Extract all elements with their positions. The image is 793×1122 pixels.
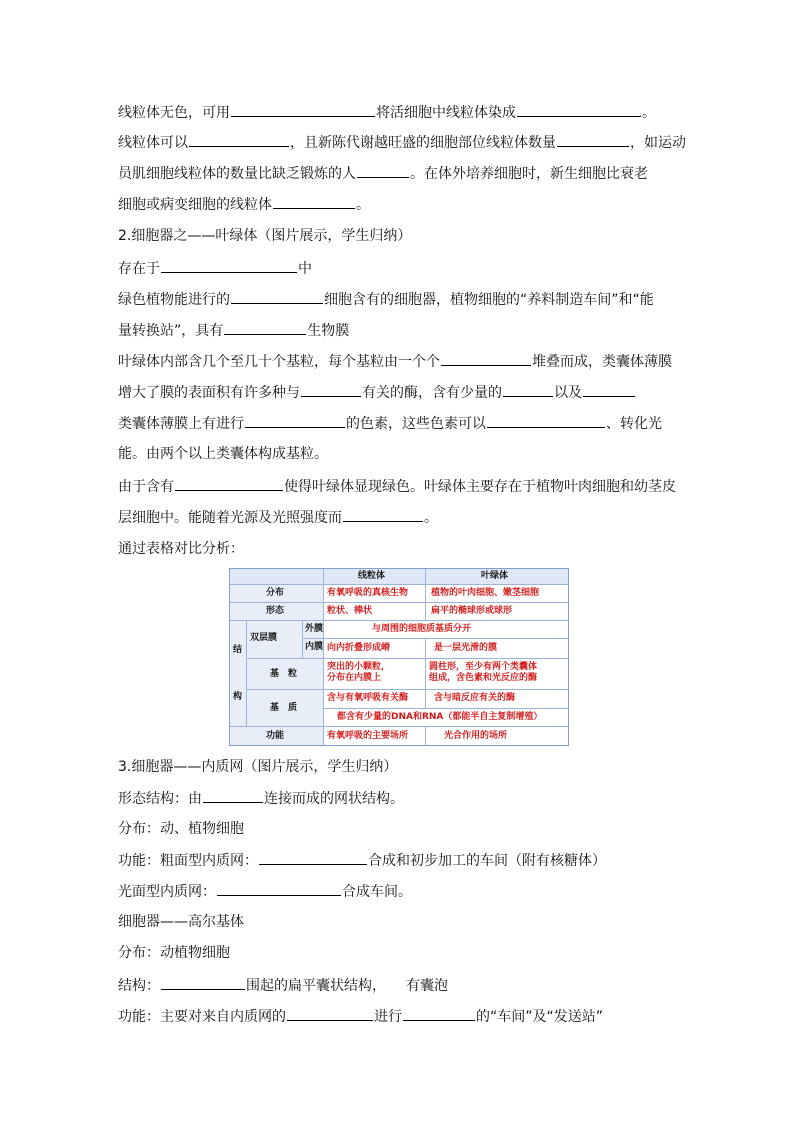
text: 、转化光 bbox=[606, 416, 662, 432]
text-line bbox=[118, 320, 349, 341]
answer-blank[interactable] bbox=[231, 102, 375, 117]
text: 有囊泡 bbox=[406, 978, 448, 994]
grid-line bbox=[425, 726, 426, 745]
text-line bbox=[118, 881, 412, 902]
cell-outer-both: 与周围的细胞质基质分开 bbox=[372, 624, 472, 634]
text: 。在体外培养细胞时，新生细胞比衰老 bbox=[410, 166, 648, 182]
text: 有关的酶，含有少量的 bbox=[362, 385, 502, 401]
text: 的色素，这些色素可以 bbox=[346, 416, 486, 432]
col-header-chloroplast: 叶绿体 bbox=[481, 571, 509, 581]
text-line bbox=[118, 194, 370, 215]
text: 类囊体薄膜上有进行 bbox=[118, 416, 244, 432]
cell-inner-chloroplast: 是一层光滑的膜 bbox=[434, 643, 498, 653]
text: 绿色植物能进行的 bbox=[118, 292, 230, 308]
text: 叶绿体内部含几个至几十个基粒，每个基粒由一个个 bbox=[118, 354, 440, 370]
grid-line bbox=[425, 569, 426, 620]
cell-func-mitochondria: 有氧呼吸的主要场所 bbox=[327, 731, 409, 741]
text: 功能：粗面型内质网： bbox=[118, 853, 258, 869]
text: 能。由两个以上类囊体构成基粒。 bbox=[118, 446, 328, 462]
text: 生物膜 bbox=[307, 323, 350, 339]
cell-shape-mitochondria: 粒状、棒状 bbox=[327, 606, 373, 616]
answer-blank[interactable] bbox=[403, 1006, 475, 1021]
text: ，如运动 bbox=[630, 135, 686, 151]
cell-dist-mitochondria: 有氧呼吸的真核生物 bbox=[327, 588, 409, 598]
text-line bbox=[118, 1006, 603, 1027]
answer-blank[interactable] bbox=[343, 507, 423, 522]
text: 线粒体无色，可用 bbox=[118, 105, 230, 121]
text-line bbox=[118, 132, 686, 153]
text-line bbox=[118, 351, 672, 372]
answer-blank[interactable] bbox=[189, 132, 289, 147]
text-line bbox=[118, 819, 244, 839]
text: 通过表格对比分析： bbox=[118, 541, 244, 557]
cell-func-chloroplast: 光合作用的场所 bbox=[444, 731, 508, 741]
text: 线粒体可以 bbox=[118, 135, 188, 151]
comparison-table bbox=[229, 568, 569, 746]
text: 员肌细胞线粒体的数量比缺乏锻炼的人 bbox=[118, 166, 356, 182]
answer-blank[interactable] bbox=[287, 1006, 373, 1021]
text: 分布：动植物细胞 bbox=[118, 945, 230, 961]
text: 中 bbox=[298, 261, 312, 277]
row-label-function: 功能 bbox=[266, 731, 285, 741]
text: 堆叠而成，类囊体薄膜 bbox=[532, 354, 672, 370]
text: 合成车间。 bbox=[342, 884, 412, 900]
answer-blank[interactable] bbox=[161, 975, 245, 990]
text: 3.细胞器——内质网（图片展示，学生归纳） bbox=[118, 759, 398, 775]
row-label-distribution: 分布 bbox=[266, 588, 285, 598]
text: 细胞器——高尔基体 bbox=[118, 914, 244, 930]
text: 。 bbox=[642, 105, 656, 121]
answer-blank[interactable] bbox=[259, 850, 367, 865]
text: 2.细胞器之——叶绿体（图片展示，学生归纳） bbox=[118, 228, 412, 244]
text-line bbox=[118, 258, 312, 279]
text: 围起的扁平囊状结构， bbox=[246, 978, 386, 994]
text-line bbox=[118, 476, 676, 497]
section-heading bbox=[118, 757, 397, 777]
section-heading bbox=[118, 912, 244, 932]
grid-line bbox=[246, 658, 568, 659]
answer-blank[interactable] bbox=[583, 382, 635, 397]
text: 合成和初步加工的车间（附有核糖体） bbox=[368, 853, 606, 869]
text: 增大了膜的表面积有许多种与 bbox=[118, 385, 300, 401]
text-line bbox=[118, 788, 404, 809]
answer-blank[interactable] bbox=[301, 382, 361, 397]
text: 光面型内质网： bbox=[118, 884, 216, 900]
text: 。 bbox=[356, 197, 370, 213]
grid-line bbox=[230, 602, 568, 603]
cell-shape-chloroplast: 扁平的椭球形或球形 bbox=[431, 606, 513, 616]
text-line bbox=[118, 382, 636, 403]
grid-line bbox=[323, 569, 324, 745]
grid-line bbox=[230, 726, 568, 727]
row-label-shape: 形态 bbox=[266, 606, 285, 616]
text: 功能：主要对来自内质网的 bbox=[118, 1009, 286, 1025]
grid-line bbox=[246, 689, 568, 690]
text-line bbox=[118, 507, 438, 528]
answer-blank[interactable] bbox=[441, 351, 531, 366]
grid-line bbox=[425, 638, 426, 708]
row-label-structure-2: 构 bbox=[233, 692, 243, 702]
text: 层细胞中。能随着光源及光照强度而 bbox=[118, 510, 342, 526]
col-header-mitochondria: 线粒体 bbox=[358, 571, 386, 581]
answer-blank[interactable] bbox=[517, 102, 641, 117]
cell-inner-mitochondria: 向内折叠形成嵴 bbox=[327, 643, 391, 653]
text-line bbox=[118, 289, 654, 310]
text: 分布：动、植物细胞 bbox=[118, 821, 244, 837]
cell-dist-chloroplast: 植物的叶肉细胞、嫩茎细胞 bbox=[431, 588, 540, 598]
grid-line bbox=[246, 620, 247, 726]
answer-blank[interactable] bbox=[224, 320, 306, 335]
row-label-matrix: 基 质 bbox=[270, 703, 298, 713]
grid-line bbox=[323, 708, 568, 709]
cell-grana-mitochondria: 突出的小颗粒， 分布在内膜上 bbox=[327, 662, 391, 683]
text-line bbox=[118, 975, 448, 996]
answer-blank[interactable] bbox=[557, 132, 629, 147]
text: 。 bbox=[424, 510, 438, 526]
row-label-grana: 基 粒 bbox=[270, 669, 298, 679]
text: 结构： bbox=[118, 978, 160, 994]
row-label-inner-membrane: 内膜 bbox=[305, 642, 324, 652]
header-shade bbox=[230, 569, 568, 584]
answer-blank[interactable] bbox=[487, 413, 605, 428]
text: 由于含有 bbox=[118, 479, 174, 495]
grid-line bbox=[230, 584, 568, 585]
answer-blank[interactable] bbox=[357, 163, 409, 178]
answer-blank[interactable] bbox=[245, 413, 345, 428]
text-line bbox=[118, 163, 648, 184]
cell-matrix-chloroplast: 含与暗反应有关的酶 bbox=[434, 693, 516, 703]
text: ，且新陈代谢越旺盛的细胞部位线粒体数量 bbox=[290, 135, 556, 151]
text: 使得叶绿体显现绿色。叶绿体主要存在于植物叶肉细胞和幼茎皮 bbox=[284, 479, 676, 495]
cell-grana-chloroplast: 圆柱形，至少有两个类囊体 组成，含色素和光反应的酶 bbox=[429, 662, 538, 683]
row-label-structure-1: 结 bbox=[233, 645, 243, 655]
row-label-double-membrane: 双层膜 bbox=[250, 633, 278, 643]
text: 的“车间”及“发送站” bbox=[476, 1009, 604, 1025]
section-heading bbox=[118, 226, 411, 246]
text: 存在于 bbox=[118, 261, 160, 277]
answer-blank[interactable] bbox=[503, 382, 553, 397]
answer-blank[interactable] bbox=[273, 194, 355, 209]
answer-blank[interactable] bbox=[161, 258, 297, 273]
cell-matrix-both: 都含有少量的DNA和RNA（都能半自主复制增殖） bbox=[337, 712, 543, 722]
text-line bbox=[118, 413, 662, 434]
grid-line bbox=[230, 620, 568, 621]
text: 以及 bbox=[554, 385, 582, 401]
text-line bbox=[118, 539, 244, 559]
text: 细胞含有的细胞器，植物细胞的“养料制造车间”和“能 bbox=[324, 292, 654, 308]
grid-line bbox=[302, 620, 303, 658]
cell-matrix-mitochondria: 含与有氧呼吸有关酶 bbox=[327, 693, 409, 703]
grid-line bbox=[302, 638, 568, 639]
text: 形态结构：由 bbox=[118, 791, 202, 807]
text: 细胞或病变细胞的线粒体 bbox=[118, 197, 272, 213]
answer-blank[interactable] bbox=[231, 289, 323, 304]
text: 连接而成的网状结构。 bbox=[264, 791, 404, 807]
answer-blank[interactable] bbox=[175, 476, 283, 491]
text-line bbox=[118, 102, 656, 123]
answer-blank[interactable] bbox=[203, 788, 263, 803]
row-label-outer-membrane: 外膜 bbox=[305, 624, 324, 634]
answer-blank[interactable] bbox=[217, 881, 341, 896]
text: 量转换站”，具有 bbox=[118, 323, 224, 339]
text: 将活细胞中线粒体染成 bbox=[376, 105, 516, 121]
text: 进行 bbox=[374, 1009, 402, 1025]
text-line bbox=[118, 943, 230, 963]
text-line bbox=[118, 444, 328, 464]
text-line bbox=[118, 850, 606, 871]
